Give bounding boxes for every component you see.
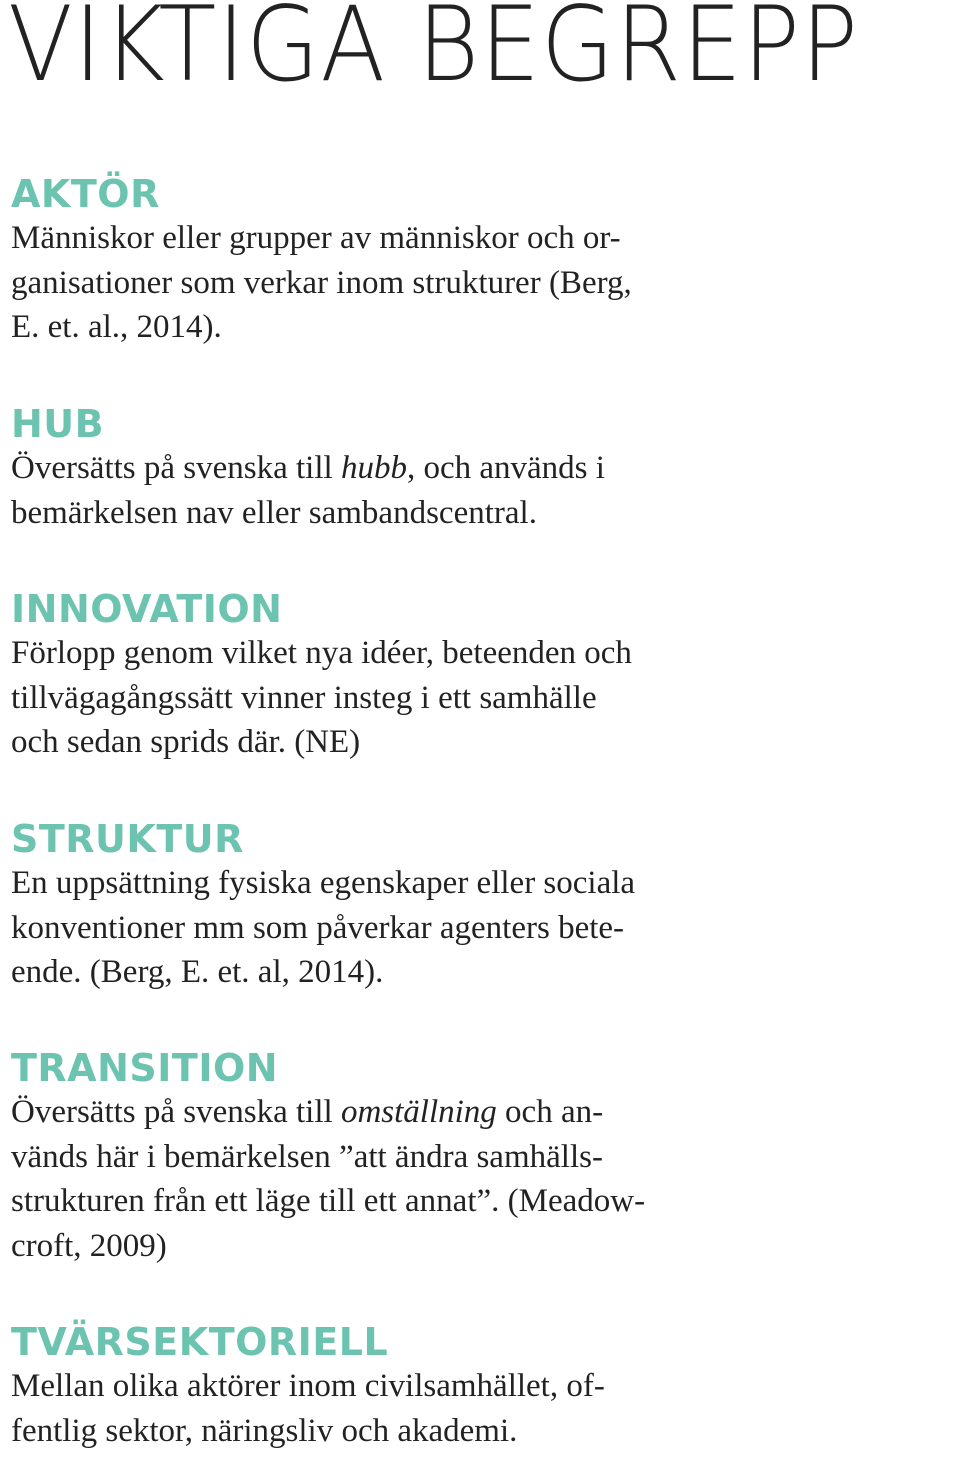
term-definition [11,216,911,350]
term-definition [11,446,911,535]
term-definition [11,631,911,765]
definition-line: Förlopp genom vilket nya idéer, beteenden och [11,635,632,671]
definition-line: vänds här i bemärkelsen ”att ändra samhälls- [11,1138,603,1175]
definition-text: och an- [496,1094,604,1130]
definition-line: Mellan olika aktörer inom civilsamhället, of- [11,1368,605,1404]
definition-line: croft, 2009) [11,1227,167,1264]
term-tvarsektoriell [11,1320,911,1453]
definition-text: Översätts på svenska till [11,1094,341,1130]
definition-line: och sedan sprids där. (NE) [11,724,361,760]
term-definition [11,1364,911,1453]
term-hub [11,402,911,535]
definition-italic-term: hubb [340,450,407,486]
page-title: VIKTIGA BEGREPP [8,0,859,105]
term-heading: STRUKTUR [11,817,244,861]
term-aktor [11,172,911,350]
definition-line [11,1090,911,1135]
definition-line: fentlig sektor, näringsliv och akademi. [11,1412,518,1449]
term-definition [11,861,911,995]
term-heading: HUB [11,402,105,446]
definition-line: Människor eller grupper av människor och or- [11,220,621,256]
definition-line: En uppsättning fysiska egenskaper eller sociala [11,865,636,901]
definition-line: bemärkelsen nav eller sambandscentral. [11,494,537,531]
term-transition [11,1046,911,1268]
definition-text: Översätts på svenska till [11,450,341,486]
definition-line [11,446,911,491]
term-heading: INNOVATION [11,587,283,631]
definition-line: ganisationer som verkar inom strukturer (Berg, [11,264,632,301]
definition-text: , och används i [406,450,605,486]
definition-line: ende. (Berg, E. et. al, 2014). [11,954,384,990]
term-heading: AKTÖR [11,172,160,216]
definition-line: konventioner mm som påverkar agenters bete- [11,909,625,946]
term-heading: TVÄRSEKTORIELL [11,1320,389,1364]
definition-line: strukturen från ett läge till ett annat”. (Meadow- [11,1183,646,1219]
definition-italic-term: omställning [340,1094,497,1130]
definition-line: tillvägagångssätt vinner insteg i ett samhälle [11,679,597,716]
term-definition [11,1090,911,1268]
definition-line: E. et. al., 2014). [11,309,222,345]
term-heading: TRANSITION [11,1046,279,1090]
term-innovation [11,587,911,765]
term-struktur [11,817,911,995]
